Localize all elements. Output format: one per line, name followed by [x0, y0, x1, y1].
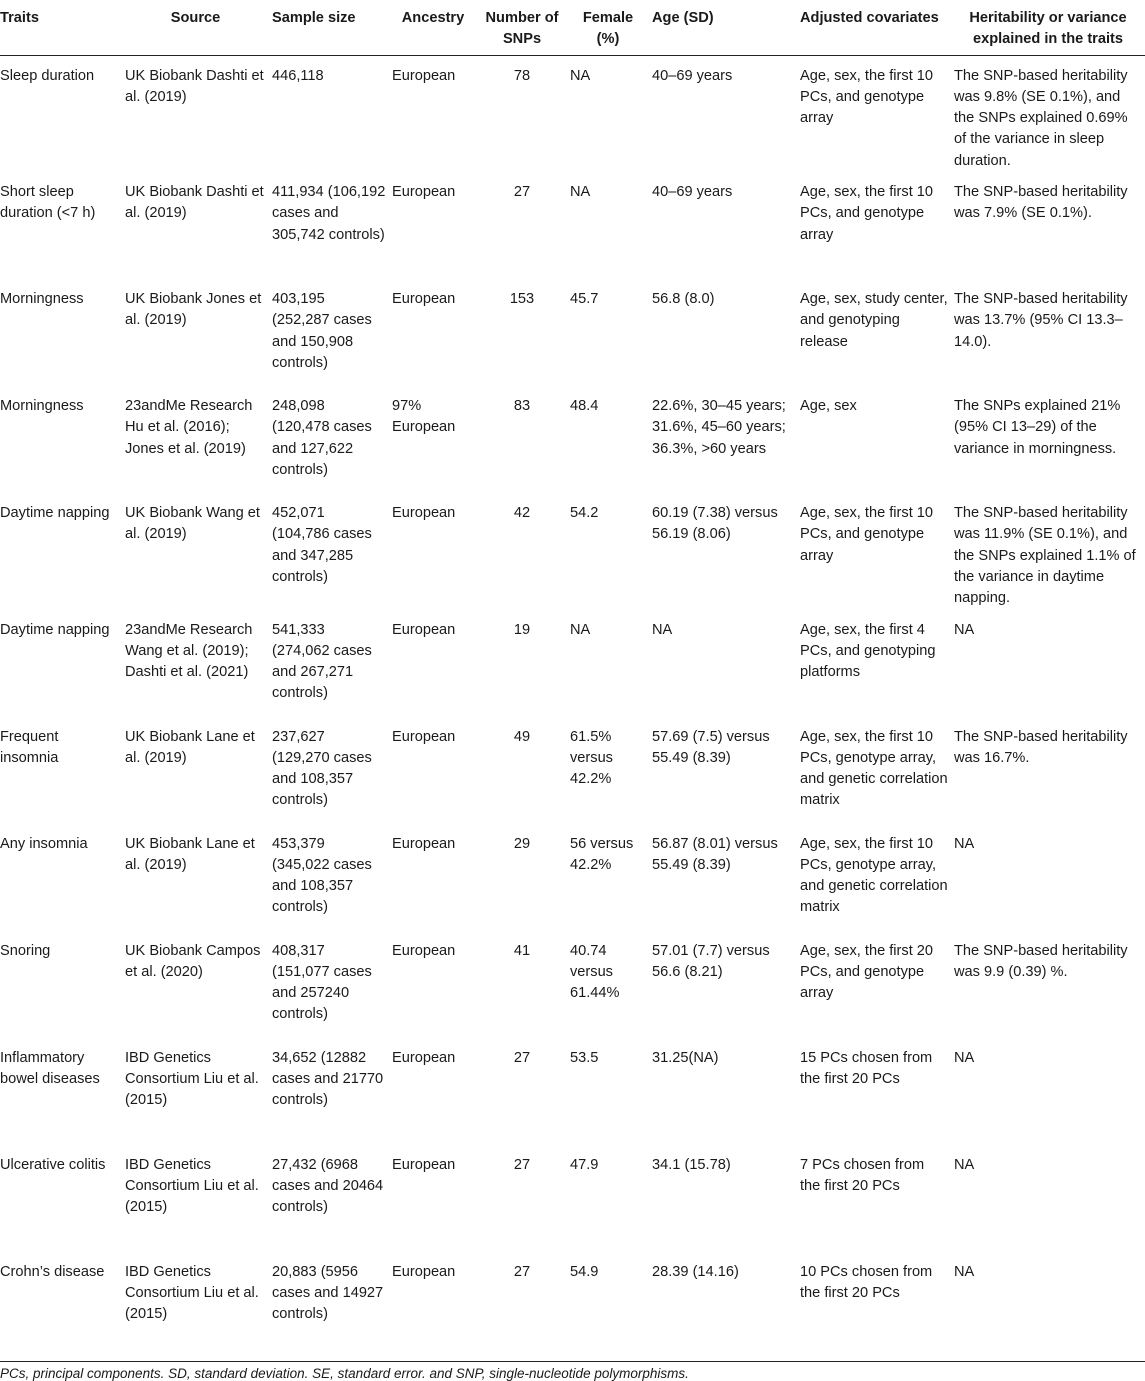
header-source: Source — [170, 10, 221, 26]
table-row — [0, 931, 1145, 1038]
cell-number-of-snps: 78 — [513, 67, 531, 84]
cell-female: 61.5% versus 42.2% — [570, 728, 613, 788]
cell-number-of-snps: 153 — [509, 291, 535, 308]
header-adjusted-covariates: Adjusted covariates — [800, 10, 939, 26]
cell-ancestry: European — [392, 621, 456, 638]
cell-heritability: NA — [954, 1156, 975, 1173]
cell-heritability: NA — [954, 835, 975, 852]
cell-age: 56.87 (8.01) versus 55.49 (8.39) — [652, 835, 778, 873]
cell-sample-size: 27,432 (6968 cases and 20464 controls) — [272, 1156, 384, 1216]
table-row — [0, 717, 1145, 824]
header-traits: Traits — [0, 10, 39, 26]
cell-number-of-snps: 27 — [513, 1263, 531, 1280]
table-row — [0, 172, 1145, 279]
cell-source: 23andMe Research Hu et al. (2016); Jones et al. (2019) — [125, 398, 253, 457]
cell-age: 60.19 (7.38) versus 56.19 (8.06) — [652, 505, 778, 543]
cell-heritability: The SNP-based heritability was 16.7%. — [954, 728, 1128, 766]
table-row — [0, 1145, 1145, 1252]
table-row — [0, 610, 1145, 717]
cell-source: IBD Genetics Consortium Liu et al. (2015) — [125, 1156, 259, 1216]
cell-female: 54.9 — [570, 1263, 599, 1280]
cell-number-of-snps: 29 — [513, 835, 531, 852]
cell-sample-size: 248,098 (120,478 cases and 127,622 controls) — [272, 398, 372, 478]
cell-adjusted-covariates: Age, sex, the first 10 PCs, and genotype array — [800, 184, 934, 243]
cell-female: 47.9 — [570, 1156, 599, 1173]
cell-heritability: The SNP-based heritability was 13.7% (95% CI 13.3–14.0). — [954, 291, 1128, 350]
cell-ancestry: 97% European — [392, 398, 456, 436]
cell-female: 56 versus 42.2% — [570, 835, 634, 873]
cell-sample-size: 237,627 (129,270 cases and 108,357 controls) — [272, 728, 372, 809]
cell-source: UK Biobank Lane et al. (2019) — [125, 728, 255, 766]
cell-trait: Frequent insomnia — [0, 728, 59, 766]
cell-heritability: The SNP-based heritability was 9.8% (SE 0.1%), and the SNPs explained 0.69% of the variance in sleep duration. — [954, 67, 1128, 169]
cell-age: 31.25(NA) — [652, 1049, 719, 1066]
cell-number-of-snps: 19 — [513, 621, 531, 638]
cell-female: 48.4 — [570, 398, 599, 415]
cell-age: 28.39 (14.16) — [652, 1263, 739, 1280]
cell-number-of-snps: 83 — [513, 398, 531, 415]
cell-trait: Short sleep duration (<7 h) — [0, 184, 96, 222]
cell-heritability: NA — [954, 1263, 975, 1280]
cell-trait: Snoring — [0, 942, 51, 959]
cell-trait: Morningness — [0, 398, 84, 415]
cell-ancestry: European — [392, 1156, 456, 1173]
header-female: Female (%) — [582, 10, 634, 48]
cell-source: UK Biobank Dashti et al. (2019) — [125, 184, 264, 222]
cell-age: NA — [652, 621, 673, 638]
cell-age: 22.6%, 30–45 years; 31.6%, 45–60 years; 36.3%, >60 years — [652, 398, 786, 457]
cell-sample-size: 34,652 (12882 cases and 21770 controls) — [272, 1049, 384, 1109]
cell-heritability: NA — [954, 1049, 975, 1066]
cell-female: NA — [570, 621, 591, 638]
cell-age: 56.8 (8.0) — [652, 291, 715, 308]
table-row — [0, 1252, 1145, 1362]
cell-source: UK Biobank Wang et al. (2019) — [125, 505, 260, 543]
cell-trait: Morningness — [0, 291, 84, 308]
header-heritability: Heritability or variance explained in the traits — [969, 10, 1127, 48]
cell-female: 54.2 — [570, 505, 599, 522]
cell-adjusted-covariates: Age, sex, the first 10 PCs, and genotype array — [800, 505, 934, 564]
cell-source: IBD Genetics Consortium Liu et al. (2015) — [125, 1049, 259, 1109]
cell-trait: Crohn’s disease — [0, 1263, 105, 1280]
cell-trait: Inflammatory bowel diseases — [0, 1049, 100, 1087]
cell-female: 40.74 versus 61.44% — [570, 942, 620, 1002]
header-ancestry: Ancestry — [401, 10, 465, 26]
table-row — [0, 386, 1145, 493]
table-row — [0, 55, 1145, 172]
cell-adjusted-covariates: Age, sex, the first 10 PCs, genotype array, and genetic correlation matrix — [800, 728, 948, 809]
cell-adjusted-covariates: Age, sex, the first 4 PCs, and genotyping platforms — [800, 621, 936, 681]
cell-adjusted-covariates: Age, sex — [800, 398, 857, 415]
cell-ancestry: European — [392, 291, 456, 308]
cell-ancestry: European — [392, 835, 456, 852]
cell-trait: Sleep duration — [0, 67, 95, 84]
table-row — [0, 1038, 1145, 1145]
cell-ancestry: European — [392, 1263, 456, 1280]
cell-sample-size: 411,934 (106,192 cases and 305,742 controls) — [272, 184, 386, 243]
cell-number-of-snps: 49 — [513, 728, 531, 745]
cell-sample-size: 452,071 (104,786 cases and 347,285 controls) — [272, 505, 372, 585]
cell-number-of-snps: 41 — [513, 942, 531, 959]
cell-sample-size: 541,333 (274,062 cases and 267,271 controls) — [272, 621, 372, 702]
cell-adjusted-covariates: 7 PCs chosen from the first 20 PCs — [800, 1156, 925, 1194]
cell-age: 40–69 years — [652, 67, 733, 84]
cell-trait: Any insomnia — [0, 835, 88, 852]
cell-trait: Ulcerative colitis — [0, 1156, 106, 1173]
cell-heritability: NA — [954, 621, 975, 638]
cell-source: UK Biobank Campos et al. (2020) — [125, 942, 261, 980]
cell-ancestry: European — [392, 942, 456, 959]
cell-heritability: The SNPs explained 21% (95% CI 13–29) of the variance in morningness. — [954, 398, 1121, 457]
cell-ancestry: European — [392, 184, 456, 201]
cell-sample-size: 446,118 — [272, 67, 324, 84]
cell-adjusted-covariates: 15 PCs chosen from the first 20 PCs — [800, 1049, 933, 1087]
cell-ancestry: European — [392, 728, 456, 745]
cell-adjusted-covariates: Age, sex, study center, and genotyping release — [800, 291, 948, 350]
cell-adjusted-covariates: Age, sex, the first 10 PCs, and genotype array — [800, 67, 934, 127]
cell-adjusted-covariates: 10 PCs chosen from the first 20 PCs — [800, 1263, 933, 1301]
header-sample-size: Sample size — [272, 10, 356, 26]
cell-female: NA — [570, 67, 591, 84]
header-number-of-snps: Number of SNPs — [485, 10, 559, 48]
cell-source: 23andMe Research Wang et al. (2019); Dashti et al. (2021) — [125, 621, 253, 681]
cell-number-of-snps: 27 — [513, 1049, 531, 1066]
cell-sample-size: 403,195 (252,287 cases and 150,908 controls) — [272, 291, 372, 371]
cell-sample-size: 20,883 (5956 cases and 14927 controls) — [272, 1263, 384, 1323]
cell-sample-size: 408,317 (151,077 cases and 257240 controls) — [272, 942, 372, 1023]
cell-age: 57.01 (7.7) versus 56.6 (8.21) — [652, 942, 770, 980]
cell-female: NA — [570, 184, 591, 201]
cell-female: 53.5 — [570, 1049, 599, 1066]
table-row — [0, 493, 1145, 609]
cell-ancestry: European — [392, 67, 456, 84]
header-age: Age (SD) — [652, 10, 714, 26]
cell-sample-size: 453,379 (345,022 cases and 108,357 controls) — [272, 835, 372, 916]
cell-trait: Daytime napping — [0, 505, 110, 522]
cell-adjusted-covariates: Age, sex, the first 20 PCs, and genotype array — [800, 942, 934, 1002]
cell-heritability: The SNP-based heritability was 11.9% (SE 0.1%), and the SNPs explained 1.1% of the variance in daytime napping. — [954, 505, 1136, 607]
cell-female: 45.7 — [570, 291, 599, 308]
cell-trait: Daytime napping — [0, 621, 110, 638]
cell-source: UK Biobank Jones et al. (2019) — [125, 291, 262, 329]
cell-age: 34.1 (15.78) — [652, 1156, 731, 1173]
cell-age: 57.69 (7.5) versus 55.49 (8.39) — [652, 728, 770, 766]
table-row — [0, 824, 1145, 931]
cell-age: 40–69 years — [652, 184, 733, 201]
cell-source: IBD Genetics Consortium Liu et al. (2015) — [125, 1263, 259, 1323]
cell-number-of-snps: 42 — [513, 505, 531, 522]
header-row — [0, 0, 1145, 55]
table-footnote: PCs, principal components. SD, standard deviation. SE, standard error. and SNP, single-nucleotide polymorphisms. — [0, 1366, 689, 1381]
cell-number-of-snps: 27 — [513, 184, 531, 201]
cell-ancestry: European — [392, 505, 456, 522]
table-row — [0, 279, 1145, 386]
cell-source: UK Biobank Lane et al. (2019) — [125, 835, 255, 873]
cell-adjusted-covariates: Age, sex, the first 10 PCs, genotype array, and genetic correlation matrix — [800, 835, 948, 916]
cell-ancestry: European — [392, 1049, 456, 1066]
cell-source: UK Biobank Dashti et al. (2019) — [125, 67, 264, 105]
cell-number-of-snps: 27 — [513, 1156, 531, 1173]
cell-heritability: The SNP-based heritability was 9.9 (0.39) %. — [954, 942, 1128, 980]
cell-heritability: The SNP-based heritability was 7.9% (SE 0.1%). — [954, 184, 1128, 222]
